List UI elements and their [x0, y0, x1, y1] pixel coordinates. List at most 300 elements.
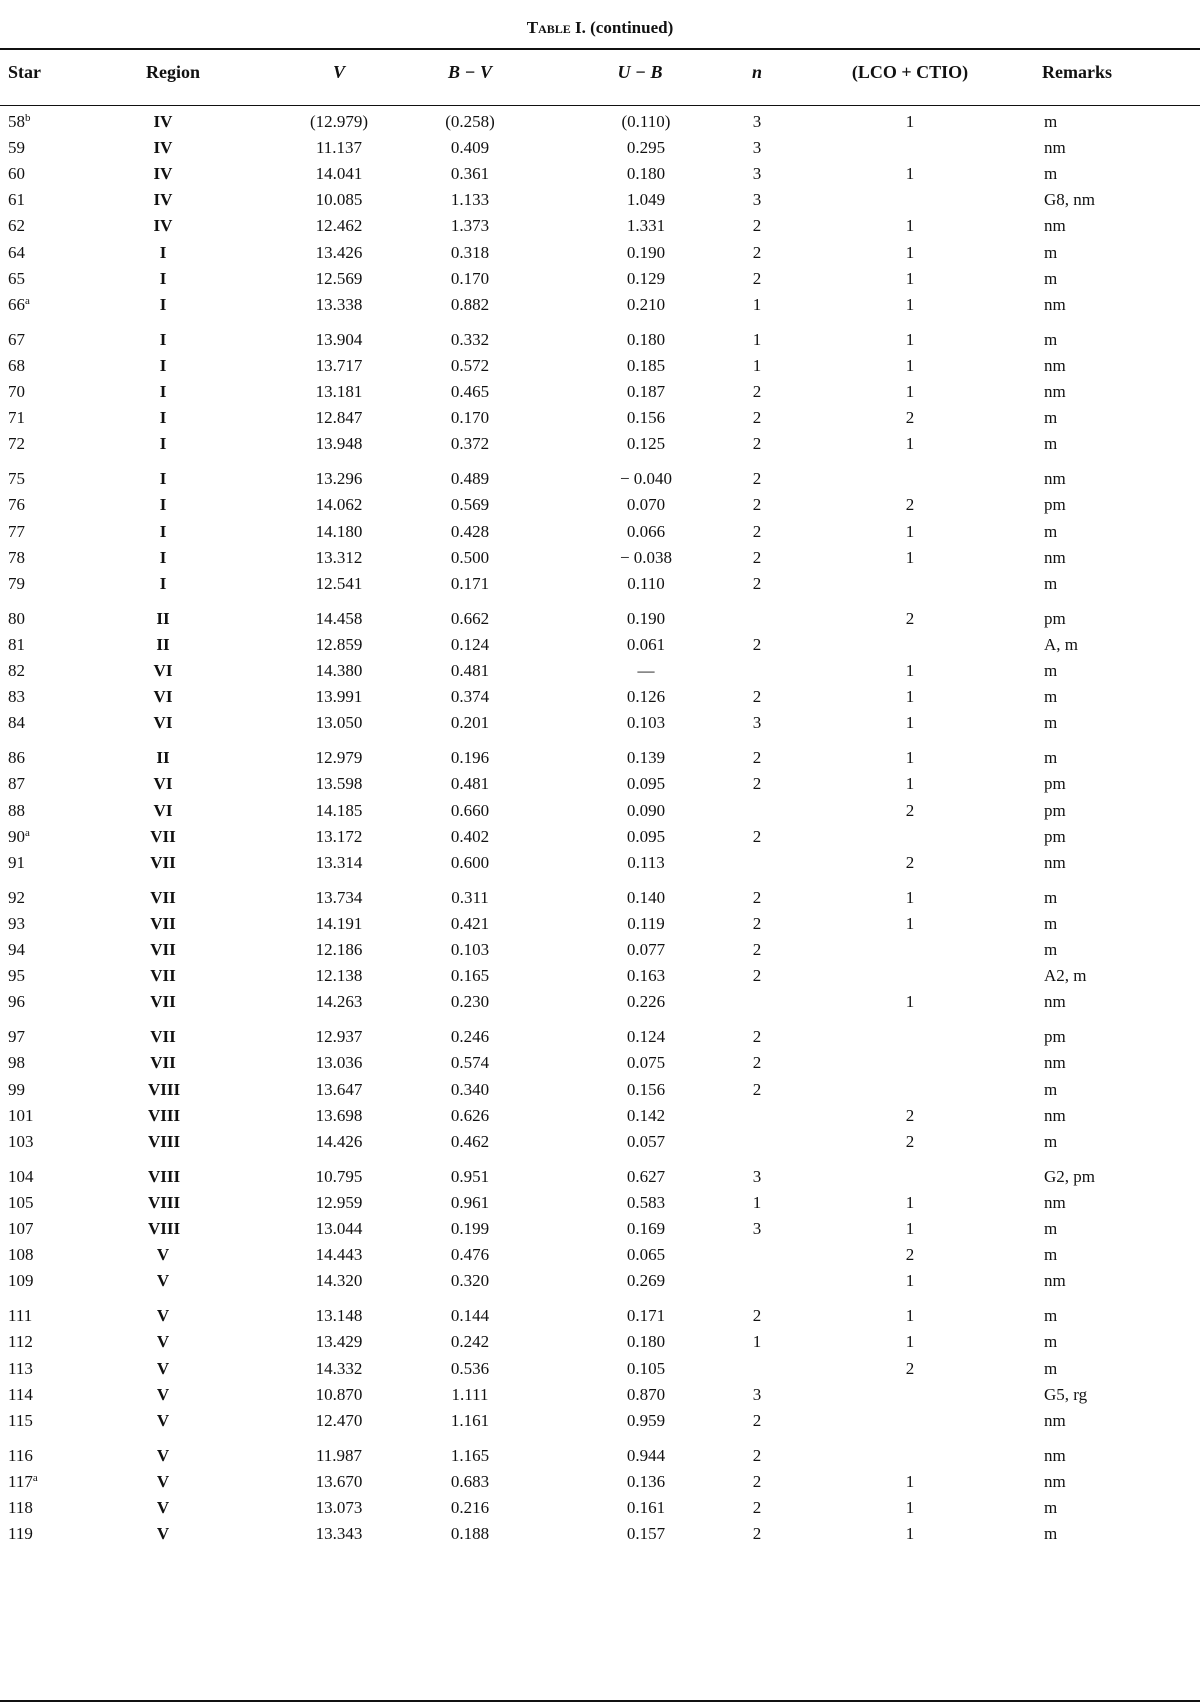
cell-v: 13.670	[315, 1471, 363, 1491]
table-row	[0, 216, 1200, 242]
table-row	[0, 1053, 1200, 1079]
cell-n: 2	[752, 242, 762, 262]
table-row	[0, 635, 1200, 661]
cell-star	[8, 190, 25, 210]
cell-lco-ctio: 1	[905, 355, 915, 375]
cell-remarks: m	[1044, 1498, 1058, 1517]
cell-b-minus-v: 0.574	[450, 1053, 490, 1073]
cell-u-minus-b: 0.157	[626, 1524, 666, 1544]
cell-region: I	[159, 573, 167, 593]
cell-v: 13.948	[315, 434, 363, 454]
cell-star	[8, 1132, 34, 1152]
cell-remarks: nm	[1044, 1410, 1066, 1430]
cell-n: 2	[752, 1471, 762, 1491]
cell-lco-ctio: 1	[905, 1524, 915, 1544]
cell-star	[8, 801, 25, 821]
table-continued: (continued)	[590, 18, 674, 37]
star-number: 94	[8, 940, 25, 959]
star-number: 116	[8, 1445, 33, 1465]
cell-remarks: pm	[1044, 1027, 1066, 1047]
cell-region: V	[156, 1271, 170, 1291]
cell-u-minus-b: 0.180	[626, 1332, 666, 1352]
cell-u-minus-b: − 0.040	[619, 469, 673, 489]
star-number: 84	[8, 713, 25, 733]
star-number: 80	[8, 608, 25, 628]
cell-star	[8, 992, 25, 1012]
cell-n: 2	[752, 1053, 762, 1073]
cell-b-minus-v: 0.216	[450, 1498, 490, 1517]
cell-b-minus-v: 0.311	[451, 887, 489, 907]
star-number: 117	[8, 1471, 33, 1491]
star-number: 64	[8, 242, 25, 262]
cell-b-minus-v: 0.489	[450, 469, 490, 489]
cell-lco-ctio: 1	[905, 1219, 915, 1238]
star-number: 72	[8, 434, 25, 454]
cell-star	[8, 1306, 32, 1326]
cell-u-minus-b: 0.180	[626, 164, 666, 184]
cell-b-minus-v: 0.144	[450, 1306, 490, 1326]
star-number: 86	[8, 748, 25, 768]
cell-u-minus-b: 0.139	[626, 748, 666, 768]
cell-v: 13.148	[315, 1306, 363, 1326]
cell-v: 13.073	[315, 1498, 363, 1517]
cell-lco-ctio: 1	[905, 547, 915, 567]
header-rule	[0, 105, 1200, 106]
cell-remarks: m	[1044, 1524, 1058, 1544]
cell-remarks: G5, rg	[1044, 1384, 1088, 1404]
cell-v: 12.186	[315, 940, 363, 959]
cell-v: 12.569	[315, 268, 363, 288]
table-row	[0, 1167, 1200, 1193]
cell-b-minus-v: 1.373	[450, 216, 490, 236]
cell-b-minus-v: 1.165	[450, 1445, 490, 1465]
cell-region: I	[159, 242, 167, 262]
cell-n: 3	[752, 1384, 762, 1404]
cell-v: 13.429	[315, 1332, 363, 1352]
cell-n: 2	[752, 634, 762, 654]
cell-v: 14.332	[315, 1358, 363, 1378]
cell-u-minus-b: 0.075	[626, 1053, 666, 1073]
cell-v: 13.296	[315, 469, 363, 489]
table-row	[0, 1132, 1200, 1158]
star-number: 66	[8, 294, 25, 314]
cell-n: 3	[752, 713, 762, 733]
star-number: 119	[8, 1524, 33, 1544]
cell-n: 2	[752, 1079, 762, 1099]
cell-b-minus-v: 0.481	[450, 661, 490, 680]
cell-u-minus-b: (0.110)	[621, 112, 671, 131]
cell-remarks: m	[1044, 1219, 1058, 1238]
cell-lco-ctio: 1	[905, 748, 915, 768]
cell-star	[8, 1080, 25, 1100]
cell-lco-ctio: 1	[905, 1471, 915, 1491]
cell-v: 12.979	[315, 748, 363, 768]
cell-region: VII	[150, 852, 176, 872]
cell-v: 13.172	[315, 826, 363, 846]
cell-remarks: m	[1044, 408, 1058, 428]
table-row	[0, 164, 1200, 190]
cell-b-minus-v: 0.662	[450, 608, 490, 628]
cell-remarks: nm	[1044, 992, 1066, 1012]
cell-u-minus-b: 0.125	[626, 434, 666, 454]
cell-lco-ctio: 1	[905, 112, 915, 131]
table-row	[0, 243, 1200, 269]
cell-v: 13.734	[315, 887, 363, 907]
cell-u-minus-b: 0.142	[626, 1105, 666, 1125]
cell-u-minus-b: 0.156	[626, 1079, 666, 1099]
cell-v: 14.041	[315, 164, 363, 184]
cell-n: 2	[752, 826, 762, 846]
table-row	[0, 687, 1200, 713]
star-number: 61	[8, 190, 25, 210]
footnote-marker: b	[25, 112, 31, 124]
cell-remarks: m	[1044, 687, 1058, 707]
cell-remarks: nm	[1044, 547, 1066, 567]
cell-remarks: m	[1044, 887, 1058, 907]
cell-star	[8, 1359, 33, 1379]
cell-star	[8, 522, 25, 542]
cell-star	[8, 243, 25, 263]
cell-n: 2	[752, 521, 762, 541]
cell-b-minus-v: 0.536	[450, 1358, 490, 1378]
cell-b-minus-v: 0.476	[450, 1245, 490, 1265]
cell-v: 13.904	[315, 329, 363, 349]
cell-lco-ctio: 2	[905, 1245, 915, 1265]
cell-star	[8, 1193, 34, 1213]
cell-remarks: m	[1044, 713, 1058, 733]
cell-remarks: m	[1044, 940, 1058, 959]
cell-u-minus-b: 0.129	[626, 268, 666, 288]
cell-b-minus-v: 0.332	[450, 329, 490, 349]
star-number: 95	[8, 966, 25, 986]
star-number: 98	[8, 1053, 25, 1073]
cell-remarks: m	[1044, 1131, 1058, 1151]
cell-lco-ctio: 2	[905, 800, 915, 820]
cell-region: VII	[150, 940, 176, 959]
table-row	[0, 382, 1200, 408]
cell-v: 14.191	[315, 913, 363, 933]
star-number: 101	[8, 1105, 34, 1125]
cell-star	[8, 661, 25, 681]
star-number: 59	[8, 138, 25, 158]
cell-region: IV	[153, 216, 173, 236]
star-number: 88	[8, 800, 25, 820]
star-number: 105	[8, 1192, 34, 1212]
cell-u-minus-b: 0.210	[626, 294, 666, 314]
cell-u-minus-b: 0.126	[626, 687, 666, 707]
cell-star	[8, 1027, 25, 1047]
cell-lco-ctio: 1	[905, 268, 915, 288]
cell-u-minus-b: 0.171	[626, 1306, 666, 1326]
cell-b-minus-v: 0.421	[450, 913, 490, 933]
cell-region: II	[156, 634, 170, 654]
cell-region: IV	[153, 138, 173, 158]
cell-lco-ctio: 1	[905, 216, 915, 236]
cell-lco-ctio: 1	[905, 661, 915, 680]
cell-region: VIII	[148, 1166, 181, 1186]
cell-n: 2	[752, 940, 762, 959]
cell-n: 2	[752, 1445, 762, 1465]
cell-u-minus-b: 0.065	[626, 1245, 666, 1265]
cell-star	[8, 1167, 34, 1187]
cell-lco-ctio: 2	[905, 852, 915, 872]
cell-u-minus-b: 0.187	[626, 382, 666, 401]
star-number: 68	[8, 355, 25, 375]
table-row	[0, 495, 1200, 521]
cell-region: IV	[153, 112, 173, 131]
star-number: 111	[8, 1306, 33, 1326]
cell-n: 2	[752, 887, 762, 907]
star-number: 93	[8, 913, 25, 933]
table-row	[0, 190, 1200, 216]
cell-v: 13.426	[315, 242, 363, 262]
cell-region: V	[156, 1332, 170, 1352]
star-number: 103	[8, 1131, 34, 1151]
cell-star	[8, 495, 25, 515]
table-row	[0, 548, 1200, 574]
cell-v: 14.380	[315, 661, 363, 680]
star-number: 90	[8, 826, 25, 846]
cell-n: 2	[752, 1410, 762, 1430]
cell-v: 13.991	[315, 687, 363, 707]
cell-remarks: nm	[1044, 469, 1066, 489]
cell-star	[8, 914, 25, 934]
header-region: Region	[146, 62, 200, 82]
cell-star	[8, 687, 25, 707]
star-number: 78	[8, 547, 25, 567]
star-number: 104	[8, 1166, 34, 1186]
cell-v: 12.959	[315, 1192, 363, 1212]
cell-lco-ctio: 1	[905, 434, 915, 454]
table-row	[0, 713, 1200, 739]
cell-v: 11.987	[315, 1445, 363, 1465]
star-number: 58	[8, 112, 25, 131]
cell-u-minus-b: 0.959	[626, 1410, 666, 1430]
cell-remarks: nm	[1044, 1053, 1066, 1073]
cell-n: 2	[752, 573, 762, 593]
cell-b-minus-v: 0.171	[450, 573, 490, 593]
table-row	[0, 1027, 1200, 1053]
cell-lco-ctio: 2	[905, 1131, 915, 1151]
cell-n: 3	[752, 164, 762, 184]
cell-star	[8, 408, 25, 428]
cell-n: 1	[752, 294, 762, 314]
table-row	[0, 801, 1200, 827]
cell-region: I	[159, 382, 167, 401]
cell-b-minus-v: 0.103	[450, 940, 490, 959]
cell-u-minus-b: 0.226	[626, 992, 666, 1012]
cell-region: I	[159, 434, 167, 454]
star-number: 62	[8, 216, 25, 236]
star-number: 65	[8, 268, 25, 288]
cell-n: 2	[752, 408, 762, 428]
star-number: 114	[8, 1384, 33, 1404]
cell-v: 14.062	[315, 495, 363, 515]
cell-star	[8, 164, 25, 184]
cell-lco-ctio: 1	[905, 1306, 915, 1326]
cell-region: VII	[150, 992, 176, 1012]
cell-v: 12.847	[315, 408, 363, 428]
table-row	[0, 1524, 1200, 1550]
cell-remarks: pm	[1044, 826, 1066, 846]
cell-star	[8, 1053, 25, 1073]
cell-b-minus-v: 0.170	[450, 408, 490, 428]
cell-n: 2	[752, 216, 762, 236]
cell-region: V	[156, 1410, 170, 1430]
cell-remarks: m	[1044, 268, 1058, 288]
cell-b-minus-v: 1.133	[450, 190, 490, 210]
star-number: 70	[8, 382, 25, 401]
cell-b-minus-v: 0.124	[450, 634, 490, 654]
cell-u-minus-b: 0.295	[626, 138, 666, 158]
table-row	[0, 574, 1200, 600]
cell-star	[8, 1219, 34, 1239]
cell-v: 13.312	[315, 547, 363, 567]
cell-region: VIII	[148, 1131, 181, 1151]
cell-region: VIII	[148, 1105, 181, 1125]
cell-u-minus-b: 0.269	[626, 1271, 666, 1291]
cell-v: 11.137	[315, 138, 363, 158]
cell-b-minus-v: 0.201	[450, 713, 490, 733]
cell-star	[8, 330, 25, 350]
cell-remarks: G8, nm	[1044, 190, 1095, 210]
cell-region: VI	[153, 713, 173, 733]
header-n: n	[751, 62, 762, 82]
cell-region: VIII	[148, 1219, 181, 1238]
star-number: 112	[8, 1332, 33, 1352]
cell-u-minus-b: 1.049	[626, 190, 666, 210]
cell-v: 13.647	[315, 1079, 363, 1099]
cell-remarks: m	[1044, 242, 1058, 262]
cell-b-minus-v: 0.361	[450, 164, 490, 184]
cell-region: I	[159, 469, 167, 489]
table-row	[0, 1472, 1200, 1498]
cell-n: 2	[752, 434, 762, 454]
star-number: 83	[8, 687, 25, 707]
cell-remarks: nm	[1044, 1445, 1066, 1465]
cell-b-minus-v: 0.882	[450, 294, 490, 314]
table-row	[0, 408, 1200, 434]
cell-region: V	[156, 1306, 170, 1326]
cell-b-minus-v: 0.409	[450, 138, 490, 158]
cell-lco-ctio: 1	[905, 164, 915, 184]
cell-v: 13.717	[315, 355, 363, 375]
star-number: 97	[8, 1027, 25, 1047]
star-number: 115	[8, 1410, 33, 1430]
cell-region: VII	[150, 826, 176, 846]
cell-lco-ctio: 1	[905, 1192, 915, 1212]
cell-v: 13.338	[315, 294, 363, 314]
cell-u-minus-b: 0.061	[626, 634, 666, 654]
cell-star	[8, 356, 25, 376]
table-row	[0, 1446, 1200, 1472]
cell-n: 2	[752, 382, 762, 401]
cell-u-minus-b: 0.124	[626, 1027, 666, 1047]
star-number: 71	[8, 408, 25, 428]
cell-remarks: nm	[1044, 1471, 1066, 1491]
table-row	[0, 940, 1200, 966]
cell-lco-ctio: 1	[905, 329, 915, 349]
cell-v: 14.185	[315, 800, 363, 820]
table-row	[0, 1498, 1200, 1524]
table-label: Table I.	[526, 18, 586, 37]
cell-star	[8, 635, 25, 655]
cell-region: V	[156, 1498, 170, 1517]
cell-region: VII	[150, 913, 176, 933]
cell-u-minus-b: 0.057	[626, 1131, 666, 1151]
cell-region: I	[159, 521, 167, 541]
cell-region: VIII	[148, 1079, 181, 1099]
cell-v: 13.314	[315, 852, 363, 872]
cell-lco-ctio: 1	[905, 1271, 915, 1291]
cell-b-minus-v: 0.572	[450, 355, 490, 375]
cell-u-minus-b: 0.161	[626, 1498, 666, 1517]
cell-region: I	[159, 329, 167, 349]
cell-b-minus-v: 0.626	[450, 1105, 490, 1125]
cell-lco-ctio: 2	[905, 408, 915, 428]
footnote-marker: a	[32, 1471, 38, 1484]
cell-u-minus-b: 0.070	[626, 495, 666, 515]
cell-star	[8, 548, 25, 568]
cell-remarks: nm	[1044, 1192, 1066, 1212]
table-row	[0, 888, 1200, 914]
table-row	[0, 330, 1200, 356]
cell-region: IV	[153, 164, 173, 184]
cell-lco-ctio: 2	[905, 495, 915, 515]
cell-u-minus-b: 0.190	[626, 242, 666, 262]
cell-region: VIII	[148, 1192, 181, 1212]
cell-v: 10.085	[315, 190, 363, 210]
cell-n: 2	[752, 748, 762, 768]
cell-star	[8, 609, 25, 629]
cell-b-minus-v: 0.230	[450, 992, 490, 1012]
table-row	[0, 269, 1200, 295]
cell-b-minus-v: 0.961	[450, 1192, 490, 1212]
table-row	[0, 522, 1200, 548]
cell-lco-ctio: 2	[905, 1105, 915, 1125]
cell-star	[8, 574, 25, 594]
cell-u-minus-b: 0.136	[626, 1471, 666, 1491]
table-row	[0, 1271, 1200, 1297]
cell-remarks: m	[1044, 913, 1058, 933]
cell-v: 12.138	[315, 966, 363, 986]
star-number: 99	[8, 1079, 25, 1099]
table-row	[0, 1245, 1200, 1271]
header-remarks: Remarks	[1042, 62, 1112, 82]
cell-b-minus-v: 0.374	[450, 687, 490, 707]
cell-region: I	[159, 268, 167, 288]
cell-remarks: m	[1044, 1332, 1058, 1352]
cell-u-minus-b: 0.185	[626, 355, 666, 375]
cell-region: I	[159, 408, 167, 428]
cell-star	[8, 940, 25, 960]
cell-b-minus-v: 0.569	[450, 495, 490, 515]
cell-u-minus-b: 0.944	[626, 1445, 666, 1465]
cell-lco-ctio: 1	[905, 1498, 915, 1517]
star-number: 60	[8, 164, 25, 184]
cell-n: 2	[752, 469, 762, 489]
cell-b-minus-v: (0.258)	[445, 112, 495, 131]
table-row	[0, 138, 1200, 164]
table-row	[0, 774, 1200, 800]
cell-remarks: m	[1044, 329, 1058, 349]
cell-u-minus-b: 0.066	[626, 521, 666, 541]
cell-n: 3	[752, 112, 762, 131]
cell-remarks: m	[1044, 1079, 1058, 1099]
cell-n: 2	[752, 966, 762, 986]
cell-b-minus-v: 0.188	[450, 1524, 490, 1544]
cell-u-minus-b: 0.140	[626, 887, 666, 907]
